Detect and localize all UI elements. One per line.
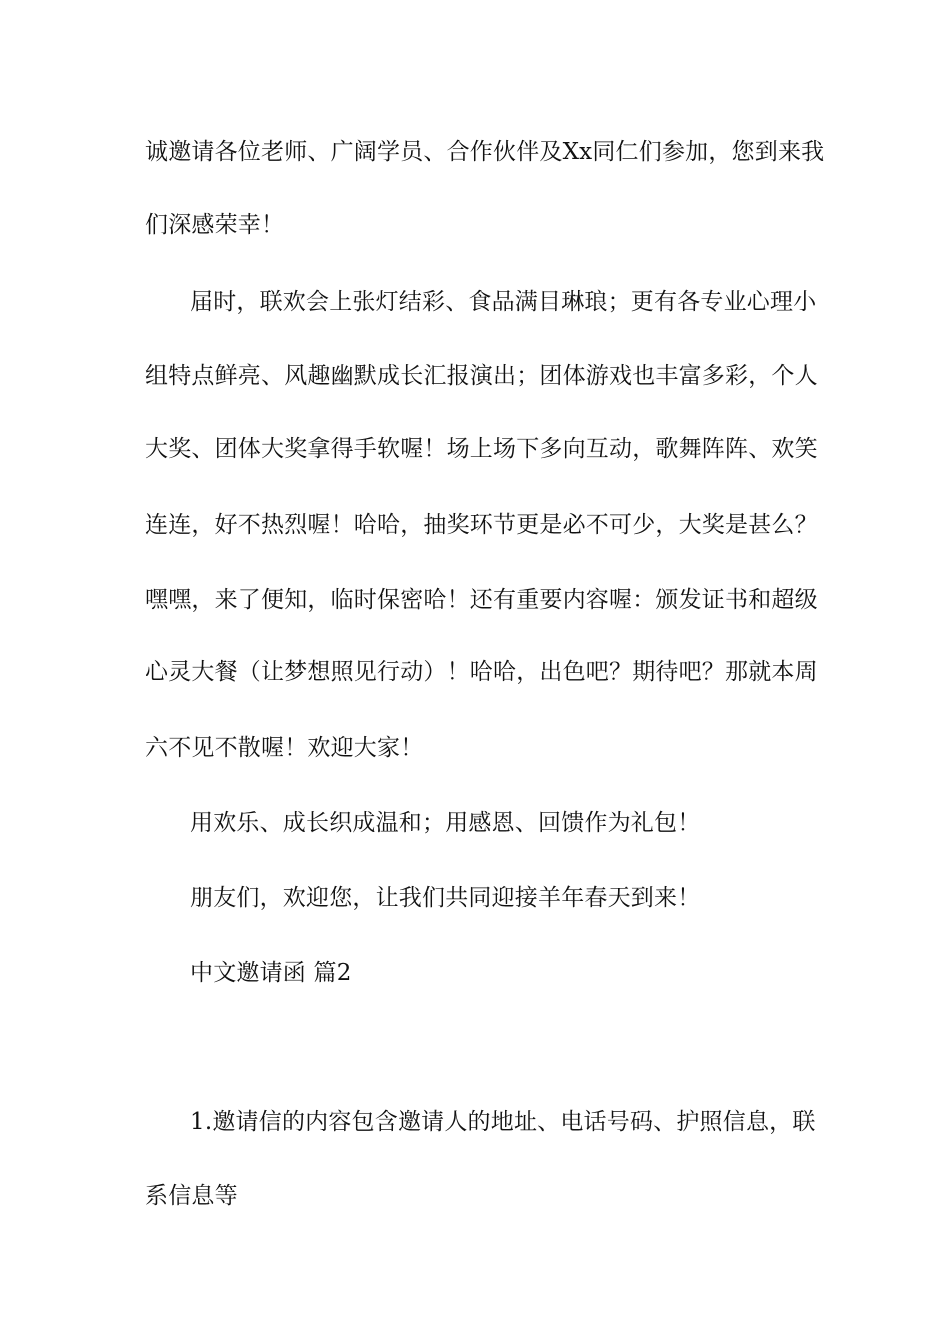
paragraph-line: 大奖、团体大奖拿得手软喔！场上场下多向互动，歌舞阵阵、欢笑 xyxy=(145,436,818,462)
paragraph-line: 连连，好不热烈喔！哈哈，抽奖环节更是必不可少，大奖是甚么？ xyxy=(145,512,818,538)
paragraph-line: 嘿嘿，来了便知，临时保密哈！还有重要内容喔：颁发证书和超级 xyxy=(145,587,818,613)
paragraph-line: 们深感荣幸！ xyxy=(145,212,285,238)
paragraph-line: 届时，联欢会上张灯结彩、食品满目琳琅；更有各专业心理小 xyxy=(190,289,817,315)
paragraph-line: 1.邀请信的内容包含邀请人的地址、电话号码、护照信息，联 xyxy=(190,1109,816,1135)
paragraph-line: 诚邀请各位老师、广阔学员、合作伙伴及Xx同仁们参加，您到来我 xyxy=(145,139,825,165)
paragraph-line: 心灵大餐（让梦想照见行动）！哈哈，出色吧？期待吧？那就本周 xyxy=(145,659,818,685)
section-heading: 中文邀请函 篇2 xyxy=(190,960,352,986)
paragraph-line: 系信息等 xyxy=(145,1183,238,1209)
paragraph-line: 朋友们，欢迎您，让我们共同迎接羊年春天到来！ xyxy=(190,885,701,911)
paragraph-line: 六不见不散喔！欢迎大家！ xyxy=(145,735,424,761)
paragraph-line: 用欢乐、成长织成温和；用感恩、回馈作为礼包！ xyxy=(190,810,701,836)
paragraph-line: 组特点鲜亮、风趣幽默成长汇报演出；团体游戏也丰富多彩，个人 xyxy=(145,363,818,389)
